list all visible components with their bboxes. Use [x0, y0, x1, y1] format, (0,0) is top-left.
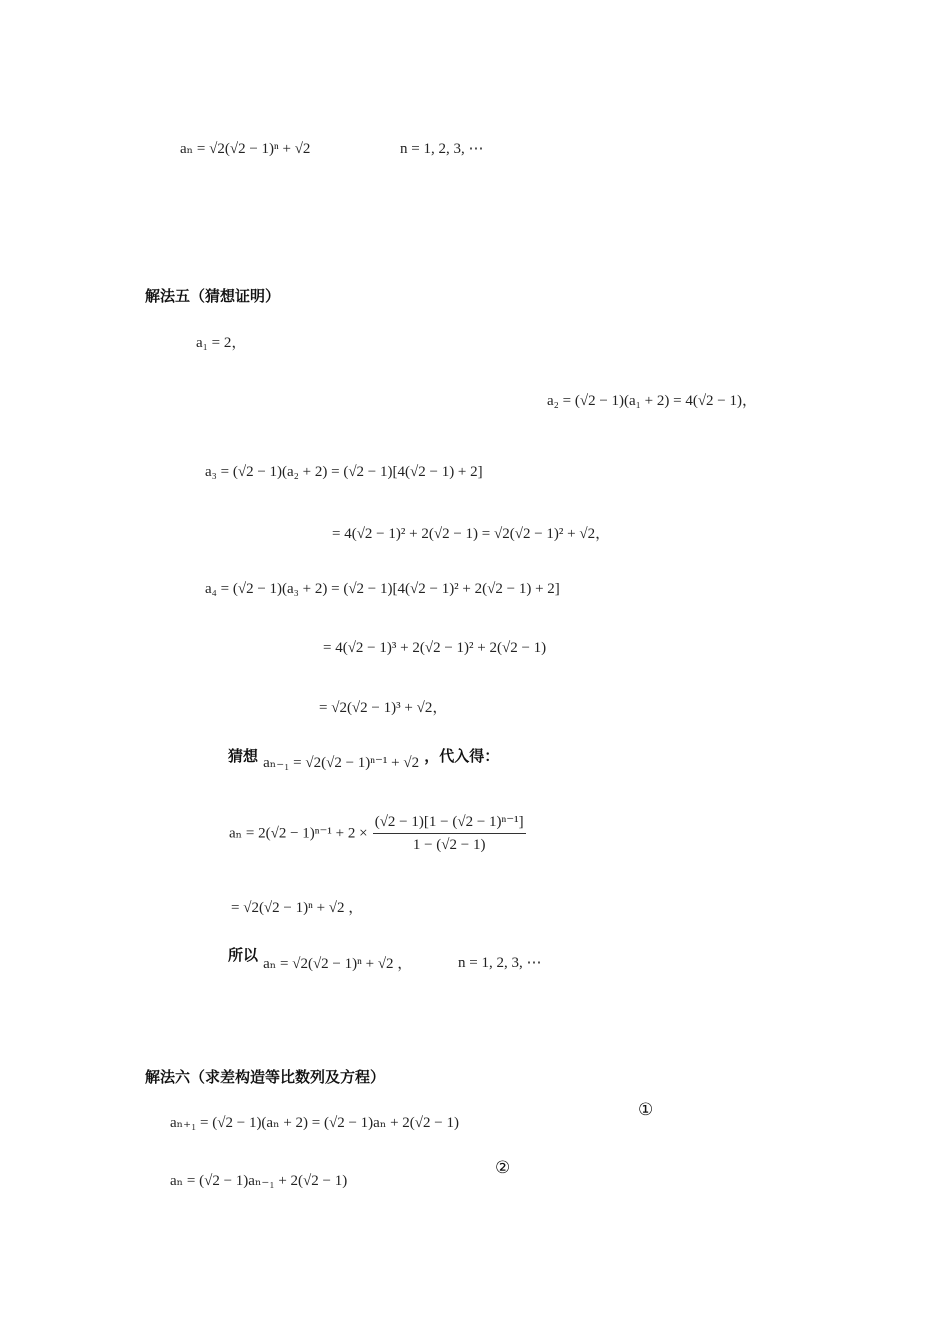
conclusion-line [228, 944, 413, 972]
formula-eq2: aₙ = (√2 − 1)aₙ₋₁ + 2(√2 − 1) [170, 1173, 348, 1189]
an-fraction [373, 812, 526, 854]
formula-an: aₙ = √2(√2 − 1)ⁿ + √2 [180, 141, 311, 157]
an-lhs: aₙ = 2(√2 − 1)ⁿ⁻¹ + 2 × [229, 825, 368, 842]
so-formula: aₙ = √2(√2 − 1)ⁿ + √2 ， [263, 956, 413, 972]
formula-a3-line1: a₃ = (√2 − 1)(a₂ + 2) = (√2 − 1)[4(√2 − 1) + 2] [205, 464, 483, 480]
guess-line [228, 745, 500, 771]
formula-an-derivation [229, 812, 526, 854]
eq1-marker: ① [638, 1100, 654, 1120]
so-prefix: 所以 [228, 946, 259, 964]
formula-a4-line2: = 4(√2 − 1)³ + 2(√2 − 1)² + 2(√2 − 1) [323, 640, 547, 656]
method6-heading: 解法六（求差构造等比数列及方程） [145, 1068, 386, 1086]
formula-an-result: = √2(√2 − 1)ⁿ + √2 ， [231, 900, 364, 916]
formula-a2: a₂ = (√2 − 1)(a₁ + 2) = 4(√2 − 1)， [547, 393, 758, 409]
an-fraction-numerator: (√2 − 1)[1 − (√2 − 1)ⁿ⁻¹] [373, 812, 526, 834]
guess-suffix: ，代入得： [424, 747, 500, 765]
formula-a3-line2: = 4(√2 − 1)² + 2(√2 − 1) = √2(√2 − 1)² + √2， [332, 526, 611, 542]
eq2-marker: ② [495, 1158, 511, 1178]
guess-prefix: 猜想 [228, 747, 259, 765]
formula-range: n = 1, 2, 3, ⋯ [400, 141, 484, 157]
method5-heading: 解法五（猜想证明） [145, 287, 281, 305]
formula-a1: a₁ = 2， [196, 335, 247, 351]
guess-formula: aₙ₋₁ = √2(√2 − 1)ⁿ⁻¹ + √2 [263, 755, 420, 771]
so-range: n = 1, 2, 3, ⋯ [458, 955, 542, 971]
formula-a4-line1: a₄ = (√2 − 1)(a₃ + 2) = (√2 − 1)[4(√2 − 1)² + 2(√2 − 1) + 2] [205, 581, 560, 597]
an-fraction-denominator: 1 − (√2 − 1) [412, 837, 486, 853]
formula-eq1: aₙ₊₁ = (√2 − 1)(aₙ + 2) = (√2 − 1)aₙ + 2(√2 − 1) [170, 1115, 459, 1131]
formula-a4-line3: = √2(√2 − 1)³ + √2， [319, 700, 448, 716]
